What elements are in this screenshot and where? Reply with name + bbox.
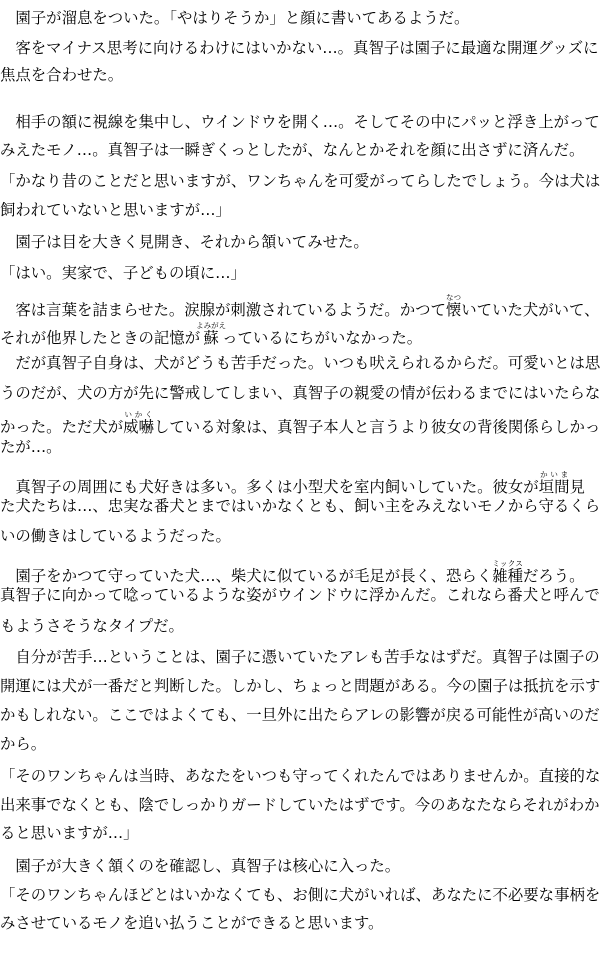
text-line: た犬たちは…、忠実な番犬とまではいかなくとも、飼い主をみえないモノから守るくら: [0, 497, 601, 515]
text-line: 相手の額に視線を集中し、ウインドウを開く…。そしてその中にパッと浮き上がって: [0, 113, 600, 131]
text-line-with-ruby: 出来事でなくとも、陰でしっかりガードしていたはずです。今のあなたならそれがわか: [0, 796, 600, 814]
text-line-with-ruby: かった。ただ犬が威嚇いかくしている対象は、真智子本人と言うより彼女の背後関係らしかっ: [0, 410, 601, 436]
text-line: 開運には犬が一番だと判断した。しかし、ちょっと問題がある。今の園子は抵抗を示す: [0, 677, 601, 695]
text-line: から。: [0, 735, 47, 753]
text-line: ると思いますが…」: [0, 824, 139, 842]
text-line: うのだが、犬の方が先に警戒してしまい、真智子の親愛の情が伝わるまでにはいたらな: [0, 384, 601, 402]
text-line: 園子が溜息をついた。「やはりそうか」と顔に書いてあるようだ。: [0, 9, 470, 27]
text-line-with-ruby: 園子をかつて守っていた犬…、柴犬に似ているが毛足が長く、恐らく雑種ミックスだろう。: [0, 559, 585, 585]
text-line: みさせているモノを追い払うことができると思います。: [0, 914, 384, 932]
text-line-with-ruby: 客は言葉を詰まらせた。涙腺が刺激されているようだ。かつて懐なついていた犬がいて、: [0, 293, 600, 319]
text-line: かもしれない。ここではよくても、一旦外に出たらアレの影響が戻る可能性が高いのだ: [0, 706, 600, 724]
text-line: たが…。: [0, 438, 62, 456]
text-line: 「はい。実家で、子どもの頃に…」: [0, 264, 246, 282]
text-line: 「そのワンちゃんは当時、あなたをいつも守ってくれたんではありませんか。直接的な: [0, 767, 601, 785]
text-line: だが真智子自身は、犬がどうも苦手だった。いつも吠えられるからだ。可愛いとは思: [0, 354, 601, 372]
text-line-with-ruby: それが他界したときの記憶が蘇よみがえっているにちがいなかった。: [0, 321, 423, 347]
text-line: 自分が苦手…ということは、園子に憑いていたアレも苦手なはずだ。真智子は園子の: [0, 648, 600, 666]
text-line: 園子は目を大きく見開き、それから頷いてみせた。: [0, 233, 369, 251]
text-line: 焦点を合わせた。: [0, 66, 124, 84]
text-line: 客をマイナス思考に向けるわけにはいかない…。真智子は園子に最適な開運グッズに: [0, 39, 599, 57]
text-line: 真智子に向かって唸っているような姿がウインドウに浮かんだ。これなら番犬と呼んで: [0, 586, 600, 604]
text-line: もようさそうなタイプだ。: [0, 617, 184, 635]
text-line: 「かなり昔のことだと思いますが、ワンちゃんを可愛がってらしたでしょう。今は犬は: [0, 172, 601, 190]
text-line: 園子が大きく頷くのを確認し、真智子は核心に入った。: [0, 857, 401, 875]
text-line-with-ruby: 真智子の周囲にも犬好きは多い。多くは小型犬を室内飼いしていた。彼女が垣間かいま見: [0, 470, 585, 496]
text-line: いの働きはしているようだった。: [0, 527, 231, 545]
text-line: みえたモノ…。真智子は一瞬ぎくっとしたが、なんとかそれを顔に出さずに済んだ。: [0, 141, 585, 159]
text-line: 飼われていないと思いますが…」: [0, 201, 231, 219]
text-line: 「そのワンちゃんほどとはいかなくても、お側に犬がいれば、あなたに不必要な事柄を: [0, 886, 601, 904]
